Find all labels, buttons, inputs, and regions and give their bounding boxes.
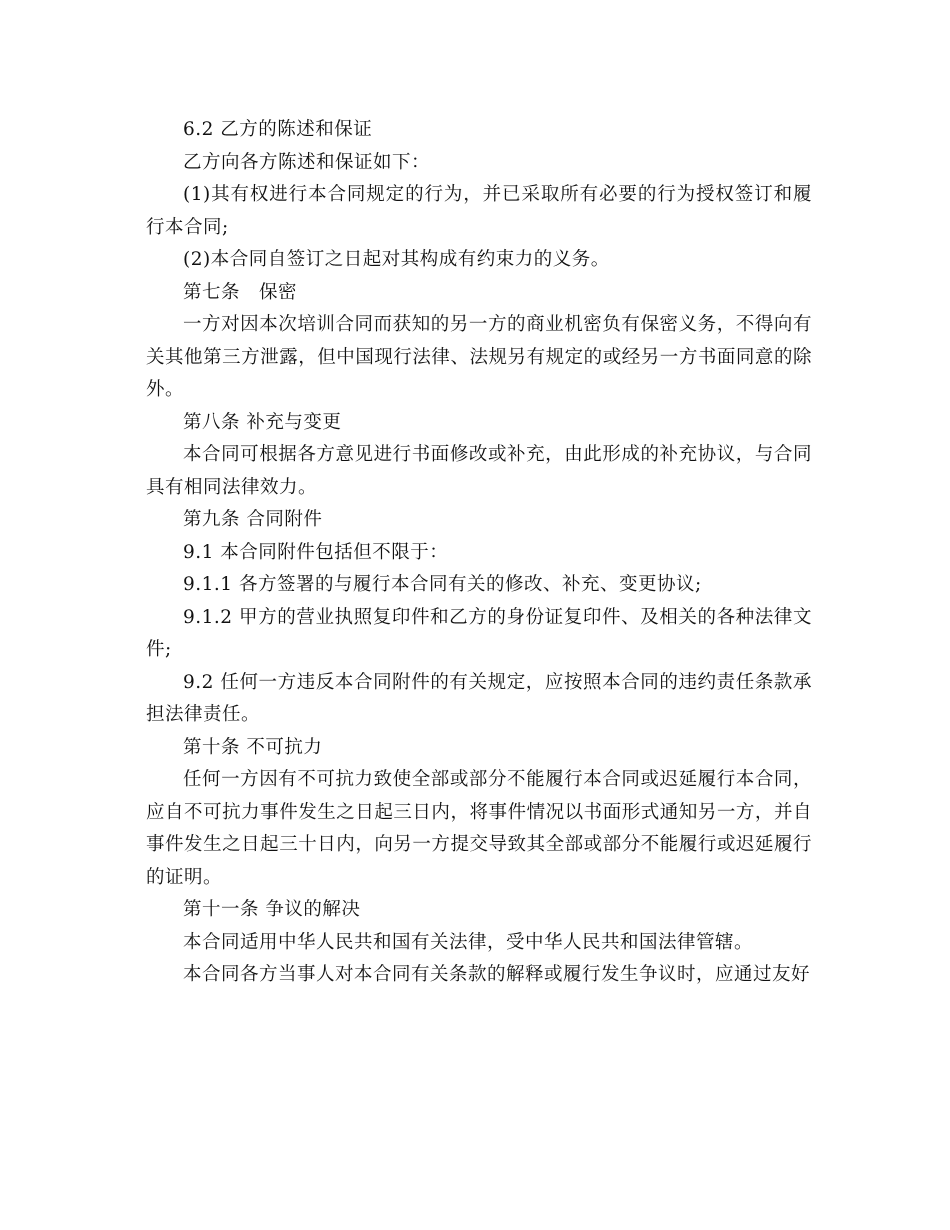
- article-7-heading: 第七条 保密: [183, 281, 298, 303]
- document-page: [146, 114, 812, 992]
- paragraph-amendment: 本合同可根据各方意见进行书面修改或补充，由此形成的补充协议，与合同具有相同法律效力。: [146, 444, 812, 498]
- paragraph-9-2: 9.2 任何一方违反本合同附件的有关规定，应按照本合同的违约责任条款承担法律责任。: [146, 671, 812, 725]
- paragraph-9-1: 9.1 本合同附件包括但不限于：: [183, 541, 449, 563]
- paragraph-party-b-statement-intro: 乙方向各方陈述和保证如下：: [183, 151, 431, 173]
- paragraph-dispute-resolution: 本合同各方当事人对本合同有关条款的解释或履行发生争议时，应通过友好: [183, 964, 811, 985]
- paragraph-force-majeure: 任何一方因有不可抗力致使全部或部分不能履行本合同或迟延履行本合同，应自不可抗力事件发生之日起三日内，将事件情况以书面形式通知另一方，并自事件发生之日起三十日内，向另一方提交导致其全部或部分不能履行或迟延履行的证明。: [146, 769, 812, 888]
- article-8-heading: 第八条 补充与变更: [183, 411, 342, 433]
- paragraph-9-1-2: 9.1.2 甲方的营业执照复印件和乙方的身份证复印件、及相关的各种法律文件;: [146, 606, 812, 660]
- paragraph-governing-law: 本合同适用中华人民共和国有关法律，受中华人民共和国法律管辖。: [183, 931, 754, 953]
- paragraph-9-1-1: 9.1.1 各方签署的与履行本合同有关的修改、补充、变更协议;: [183, 574, 702, 595]
- paragraph-party-b-item-1: (1)其有权进行本合同规定的行为，并已采取所有必要的行为授权签订和履行本合同;: [146, 184, 812, 238]
- paragraph-party-b-item-2: (2)本合同自签订之日起对其构成有约束力的义务。: [183, 249, 610, 270]
- article-11-heading: 第十一条 争议的解决: [183, 899, 361, 920]
- section-6-2-heading: 6.2 乙方的陈述和保证: [183, 119, 373, 140]
- paragraph-confidentiality: 一方对因本次培训合同而获知的另一方的商业机密负有保密义务，不得向有关其他第三方泄露，但中国现行法律、法规另有规定的或经另一方书面同意的除外。: [146, 314, 812, 400]
- article-9-heading: 第九条 合同附件: [183, 509, 323, 530]
- article-10-heading: 第十条 不可抗力: [183, 736, 323, 758]
